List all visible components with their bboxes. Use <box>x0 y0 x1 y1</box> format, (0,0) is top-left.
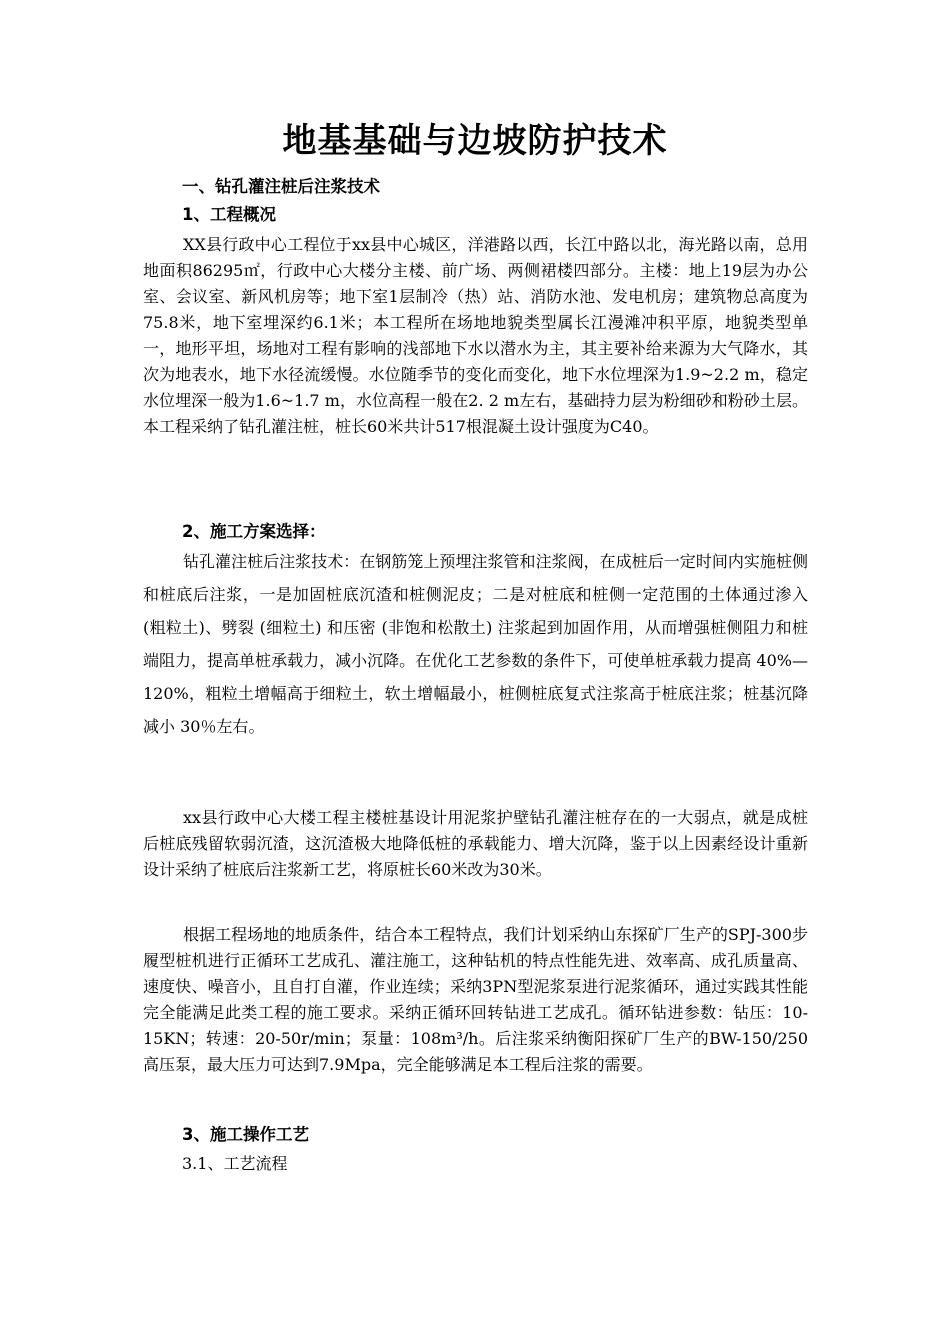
pile-design-paragraph: xx县行政中心大楼工程主楼桩基设计用泥浆护壁钻孔灌注桩存在的一大弱点，就是成桩后桩底残留软弱沉渣，这沉渣极大地降低桩的承载能力、增大沉降，鉴于以上因素经设计重新设计采纳了桩底后注浆新工艺，将原桩长60米改为30米。 <box>143 808 808 879</box>
grouting-technique-paragraph: 钻孔灌注桩后注浆技术：在钢筋笼上预埋注浆管和注浆阀，在成桩后一定时间内实施桩侧和桩底后注浆，一是加固桩底沉渣和桩侧泥皮；二是对桩底和桩侧一定范围的土体通过渗入 (粗粒土)、劈裂 (细粒土) 和压密 (非饱和松散土) 注浆起到加固作用，从而增强桩侧阻力和桩端阻力，提高单桩承载力，减小沉降。在优化工艺参数的条件下，可使单桩承载力提高 40%—120%，粗粒土增幅高于细粒土，软土增幅最小，桩侧桩底复式注浆高于桩底注浆；桩基沉降减小 30％左右。 <box>143 552 808 736</box>
project-overview-paragraph: XX县行政中心工程位于xx县中心城区，洋港路以西，长江中路以北，海光路以南，总用地面积86295㎡，行政中心大楼分主楼、前广场、两侧裙楼四部分。主楼：地上19层为办公室、会议室、新风机房等；地下室1层制冷（热）站、消防水池、发电机房；建筑物总高度为75.8米，地下室埋深约6.1米；本工程所在场地地貌类型属长江漫滩冲积平原，地貌类型单一，地形平坦，场地对工程有影响的浅部地下水以潜水为主，其主要补给来源为大气降水，其次为地表水，地下水径流缓慢。水位随季节的变化而变化，地下水位埋深为1.9~2.2 m，稳定水位埋深一般为1.6~1.7 m，水位高程一般在2. 2 m左右，基础持力层为粉细砂和粉砂土层。本工程采纳了钻孔灌注桩，桩长60米共计517根混凝土设计强度为C40。 <box>143 235 808 436</box>
document-title: 地基基础与边坡防护技术 <box>282 121 668 161</box>
subsection-heading-1: 1、工程概况 <box>182 205 276 224</box>
subsection-heading-3: 3、施工操作工艺 <box>182 1125 309 1144</box>
subsection-heading-3-1: 3.1、工艺流程 <box>182 1154 288 1173</box>
subsection-heading-2: 2、施工方案选择： <box>182 522 326 541</box>
equipment-selection-paragraph: 根据工程场地的地质条件，结合本工程特点，我们计划采纳山东探矿厂生产的SPJ-300步履型桩机进行正循环工艺成孔、灌注施工，这种钻机的特点性能先进、效率高、成孔质量高、速度快、噪音小，且自打自灌，作业连续；采纳3PN型泥浆泵进行泥浆循环，通过实践其性能完全能满足此类工程的施工要求。采纳正循环回转钻进工艺成孔。循环钻进参数：钻压：10-15KN；转速：20-50r/min；泵量：108m³/h。后注浆采纳衡阳探矿厂生产的BW-150/250高压泵，最大压力可达到7.9Mpa，完全能够满足本工程后注浆的需要。 <box>143 925 808 1074</box>
section-heading-1: 一、钻孔灌注桩后注浆技术 <box>182 177 380 196</box>
